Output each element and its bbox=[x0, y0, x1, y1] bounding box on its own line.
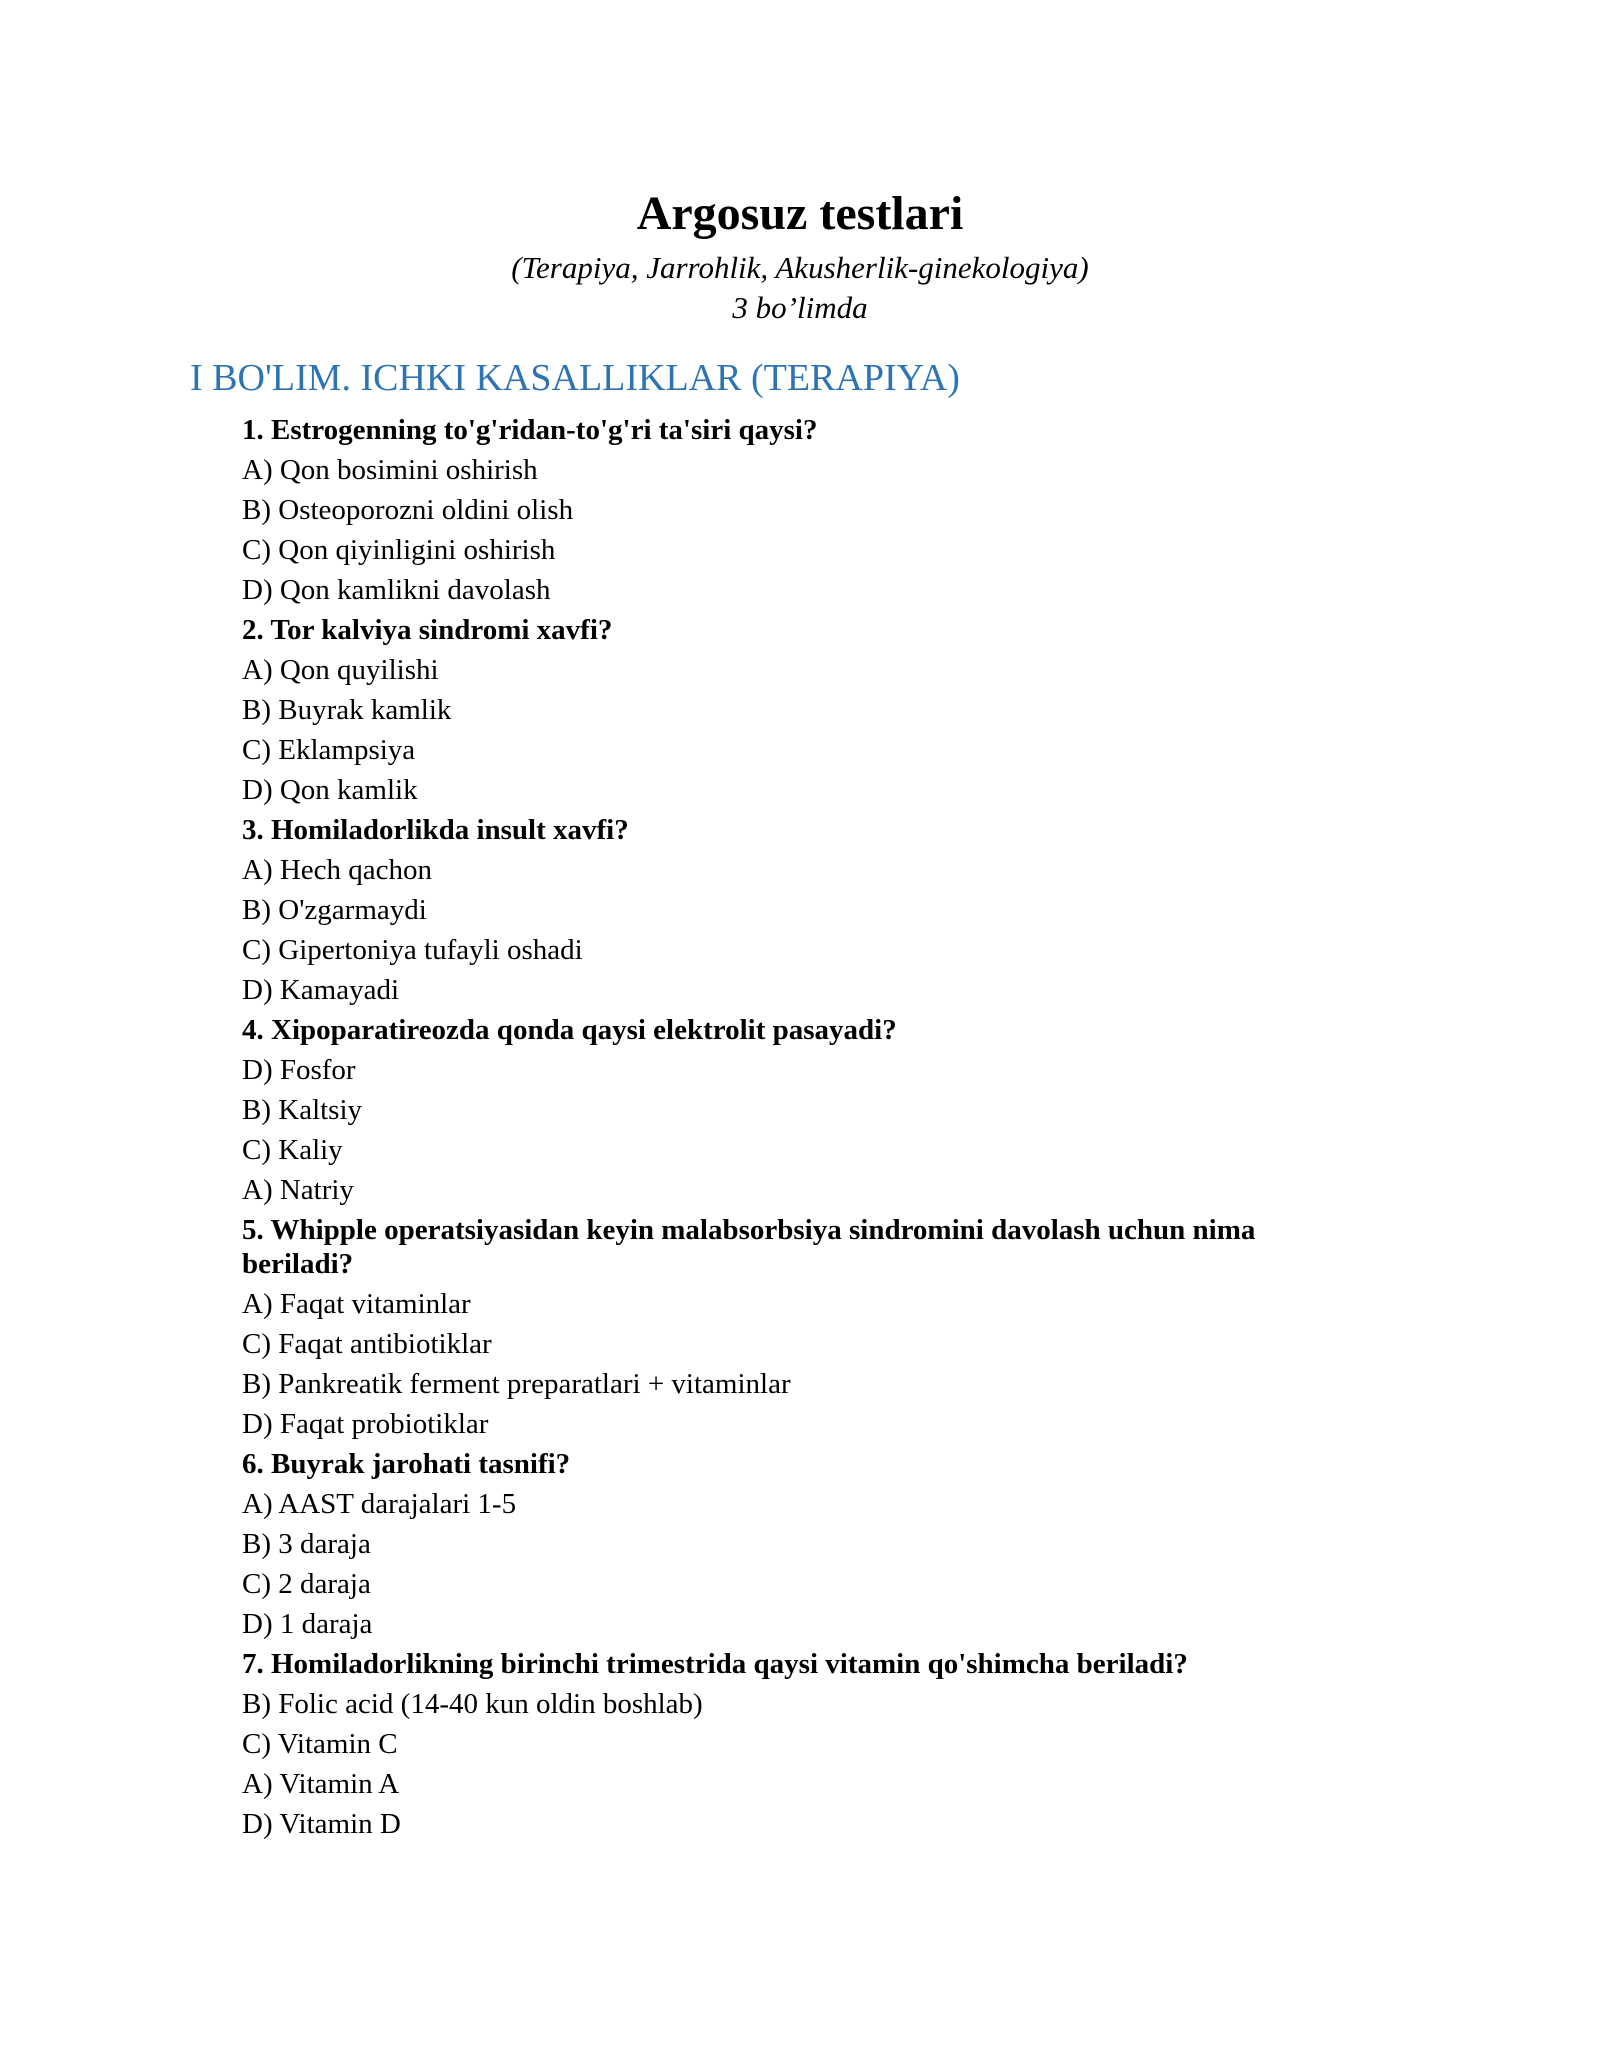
answer-option: A) Qon bosimini oshirish bbox=[242, 454, 538, 486]
answer-option: B) O'zgarmaydi bbox=[242, 894, 427, 926]
question-block bbox=[242, 613, 1372, 807]
answer-option: A) Natriy bbox=[242, 1174, 354, 1206]
answer-option: A) Faqat vitaminlar bbox=[242, 1288, 471, 1320]
answer-option: D) Faqat probiotiklar bbox=[242, 1408, 489, 1440]
answer-option: A) Hech qachon bbox=[242, 854, 433, 886]
answer-option: A) AAST darajalari 1-5 bbox=[242, 1488, 517, 1520]
answer-option: C) Qon qiyinligini oshirish bbox=[242, 534, 556, 566]
answer-option: D) Kamayadi bbox=[242, 974, 400, 1006]
question-list bbox=[242, 413, 1372, 1847]
answer-option: D) Qon kamlik bbox=[242, 774, 418, 806]
question-text: 4. Xipoparatireozda qonda qaysi elektrolit pasayadi? bbox=[242, 1014, 897, 1046]
answer-option: B) Pankreatik ferment preparatlari + vitaminlar bbox=[242, 1368, 791, 1400]
document-section-count: 3 bo’limda bbox=[732, 290, 868, 325]
answer-option: C) Gipertoniya tufayli oshadi bbox=[242, 934, 583, 966]
answer-option: A) Qon quyilishi bbox=[242, 654, 439, 686]
question-text: 2. Tor kalviya sindromi xavfi? bbox=[242, 614, 613, 646]
answer-option: B) Buyrak kamlik bbox=[242, 694, 452, 726]
answer-option: C) Vitamin C bbox=[242, 1728, 398, 1760]
answer-option: A) Vitamin A bbox=[242, 1768, 400, 1800]
document-subtitle: (Terapiya, Jarrohlik, Akusherlik-ginekologiya) bbox=[511, 250, 1089, 285]
question-block bbox=[242, 813, 1372, 1007]
answer-option: B) Folic acid (14-40 kun oldin boshlab) bbox=[242, 1688, 703, 1720]
answer-option: B) 3 daraja bbox=[242, 1528, 371, 1560]
answer-option: C) Eklampsiya bbox=[242, 734, 416, 766]
question-text: 6. Buyrak jarohati tasnifi? bbox=[242, 1448, 571, 1480]
answer-option: D) 1 daraja bbox=[242, 1608, 373, 1640]
question-text: 5. Whipple operatsiyasidan keyin malabsorbsiya sindromini davolash uchun nima beriladi? bbox=[242, 1214, 1256, 1280]
section-heading: I BO'LIM. ICHKI KASALLIKLAR (TERAPIYA) bbox=[190, 357, 960, 399]
answer-option: B) Osteoporozni oldini olish bbox=[242, 494, 574, 526]
answer-option: D) Vitamin D bbox=[242, 1808, 401, 1840]
answer-option: C) 2 daraja bbox=[242, 1568, 371, 1600]
question-block bbox=[242, 1447, 1372, 1641]
question-block bbox=[242, 1647, 1372, 1841]
question-block bbox=[242, 1213, 1372, 1441]
answer-option: C) Faqat antibiotiklar bbox=[242, 1328, 492, 1360]
question-block bbox=[242, 413, 1372, 607]
answer-option: D) Fosfor bbox=[242, 1054, 356, 1086]
question-block bbox=[242, 1013, 1372, 1207]
answer-option: B) Kaltsiy bbox=[242, 1094, 363, 1126]
question-text: 7. Homiladorlikning birinchi trimestrida qaysi vitamin qo'shimcha beriladi? bbox=[242, 1648, 1188, 1680]
document-title: Argosuz testlari bbox=[636, 187, 964, 240]
question-text: 3. Homiladorlikda insult xavfi? bbox=[242, 814, 629, 846]
question-text: 1. Estrogenning to'g'ridan-to'g'ri ta'siri qaysi? bbox=[242, 414, 818, 446]
answer-option: D) Qon kamlikni davolash bbox=[242, 574, 551, 606]
answer-option: C) Kaliy bbox=[242, 1134, 343, 1166]
